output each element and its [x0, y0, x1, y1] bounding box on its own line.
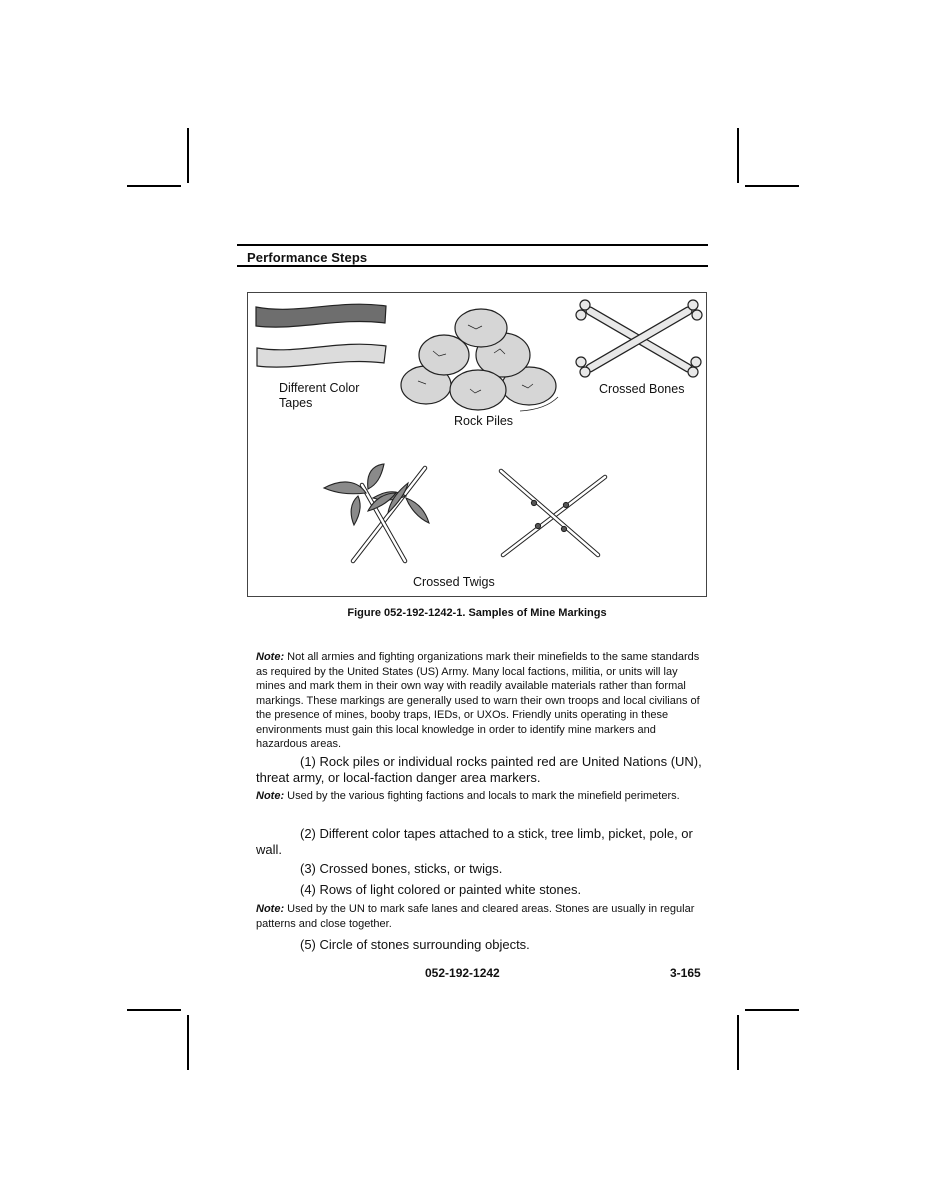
- note-2-text: Used by the various fighting factions and locals to mark the minefield perimeters.: [287, 790, 680, 802]
- label-crossed-twigs: Crossed Twigs: [413, 575, 495, 589]
- footer-page-number: 3-165: [670, 966, 701, 980]
- crop-mark-bottom-left-v: [187, 1015, 189, 1070]
- footer-task-number: 052-192-1242: [425, 966, 500, 980]
- header-rule-bottom: [237, 265, 708, 267]
- section-title: Performance Steps: [247, 250, 368, 265]
- step-2-number: (2): [300, 826, 316, 841]
- step-1-number: (1): [300, 754, 316, 769]
- note-1-label: Note:: [256, 651, 285, 663]
- crop-mark-top-right-h: [745, 185, 799, 187]
- crop-mark-top-left-v: [187, 128, 189, 183]
- dark-tape-icon: [256, 304, 386, 327]
- note-1-text: Not all armies and fighting organizations mark their minefields to the same standards as required by the United States (US) Army. Many local factions, militia, or units will lay mines and mark them in their own way with readily available materials rather than formal markings. These markings are generally used to warn their own troops and local civilians of the presence of mines, booby traps, IEDs, or UXOs. Friendly units operating in these environments must gain this local knowledge in order to identify mine markers and hazardous areas.: [256, 651, 700, 750]
- note-1: [256, 650, 708, 752]
- crop-mark-top-left-h: [127, 185, 181, 187]
- mine-markings-figure: [247, 292, 707, 597]
- step-1-text: Rock piles or individual rocks painted red are United Nations (UN), threat army, or local-faction danger area markers.: [256, 754, 702, 785]
- figure-caption: Figure 052-192-1242-1. Samples of Mine Markings: [347, 607, 607, 619]
- step-4-text: Rows of light colored or painted white stones.: [319, 882, 582, 897]
- note-2-label: Note:: [256, 790, 285, 802]
- crossed-bones-icon: [576, 300, 702, 377]
- step-4-number: (4): [300, 882, 316, 897]
- label-rock-piles: Rock Piles: [454, 414, 514, 428]
- step-1: [256, 754, 708, 785]
- rock-pile-icon: [401, 309, 558, 411]
- step-2-text: Different color tapes attached to a stick, tree limb, picket, pole, or wall.: [256, 826, 693, 857]
- step-2: [256, 826, 708, 857]
- crossed-sticks-icon: [501, 471, 605, 555]
- crop-mark-bottom-right-h: [745, 1009, 799, 1011]
- step-3-number: (3): [300, 861, 316, 876]
- step-4: [256, 882, 708, 898]
- label-tapes: Different Color Tapes: [279, 381, 360, 410]
- note-2: [256, 789, 708, 804]
- step-5: [256, 937, 708, 953]
- step-5-number: (5): [300, 937, 316, 952]
- crossed-twigs-leaves-icon: [324, 464, 429, 561]
- note-3-text: Used by the UN to mark safe lanes and cleared areas. Stones are usually in regular patterns and close together.: [256, 903, 695, 930]
- crop-mark-top-right-v: [737, 128, 739, 183]
- step-3-text: Crossed bones, sticks, or twigs.: [319, 861, 503, 876]
- crop-mark-bottom-right-v: [737, 1015, 739, 1070]
- note-3: [256, 902, 708, 931]
- light-tape-icon: [257, 344, 386, 367]
- crop-mark-bottom-left-h: [127, 1009, 181, 1011]
- note-3-label: Note:: [256, 903, 285, 915]
- label-crossed-bones: Crossed Bones: [599, 382, 685, 396]
- figure-illustration: [248, 293, 708, 598]
- step-5-text: Circle of stones surrounding objects.: [319, 937, 530, 952]
- step-3: [256, 861, 708, 877]
- header-rule-top: [237, 244, 708, 246]
